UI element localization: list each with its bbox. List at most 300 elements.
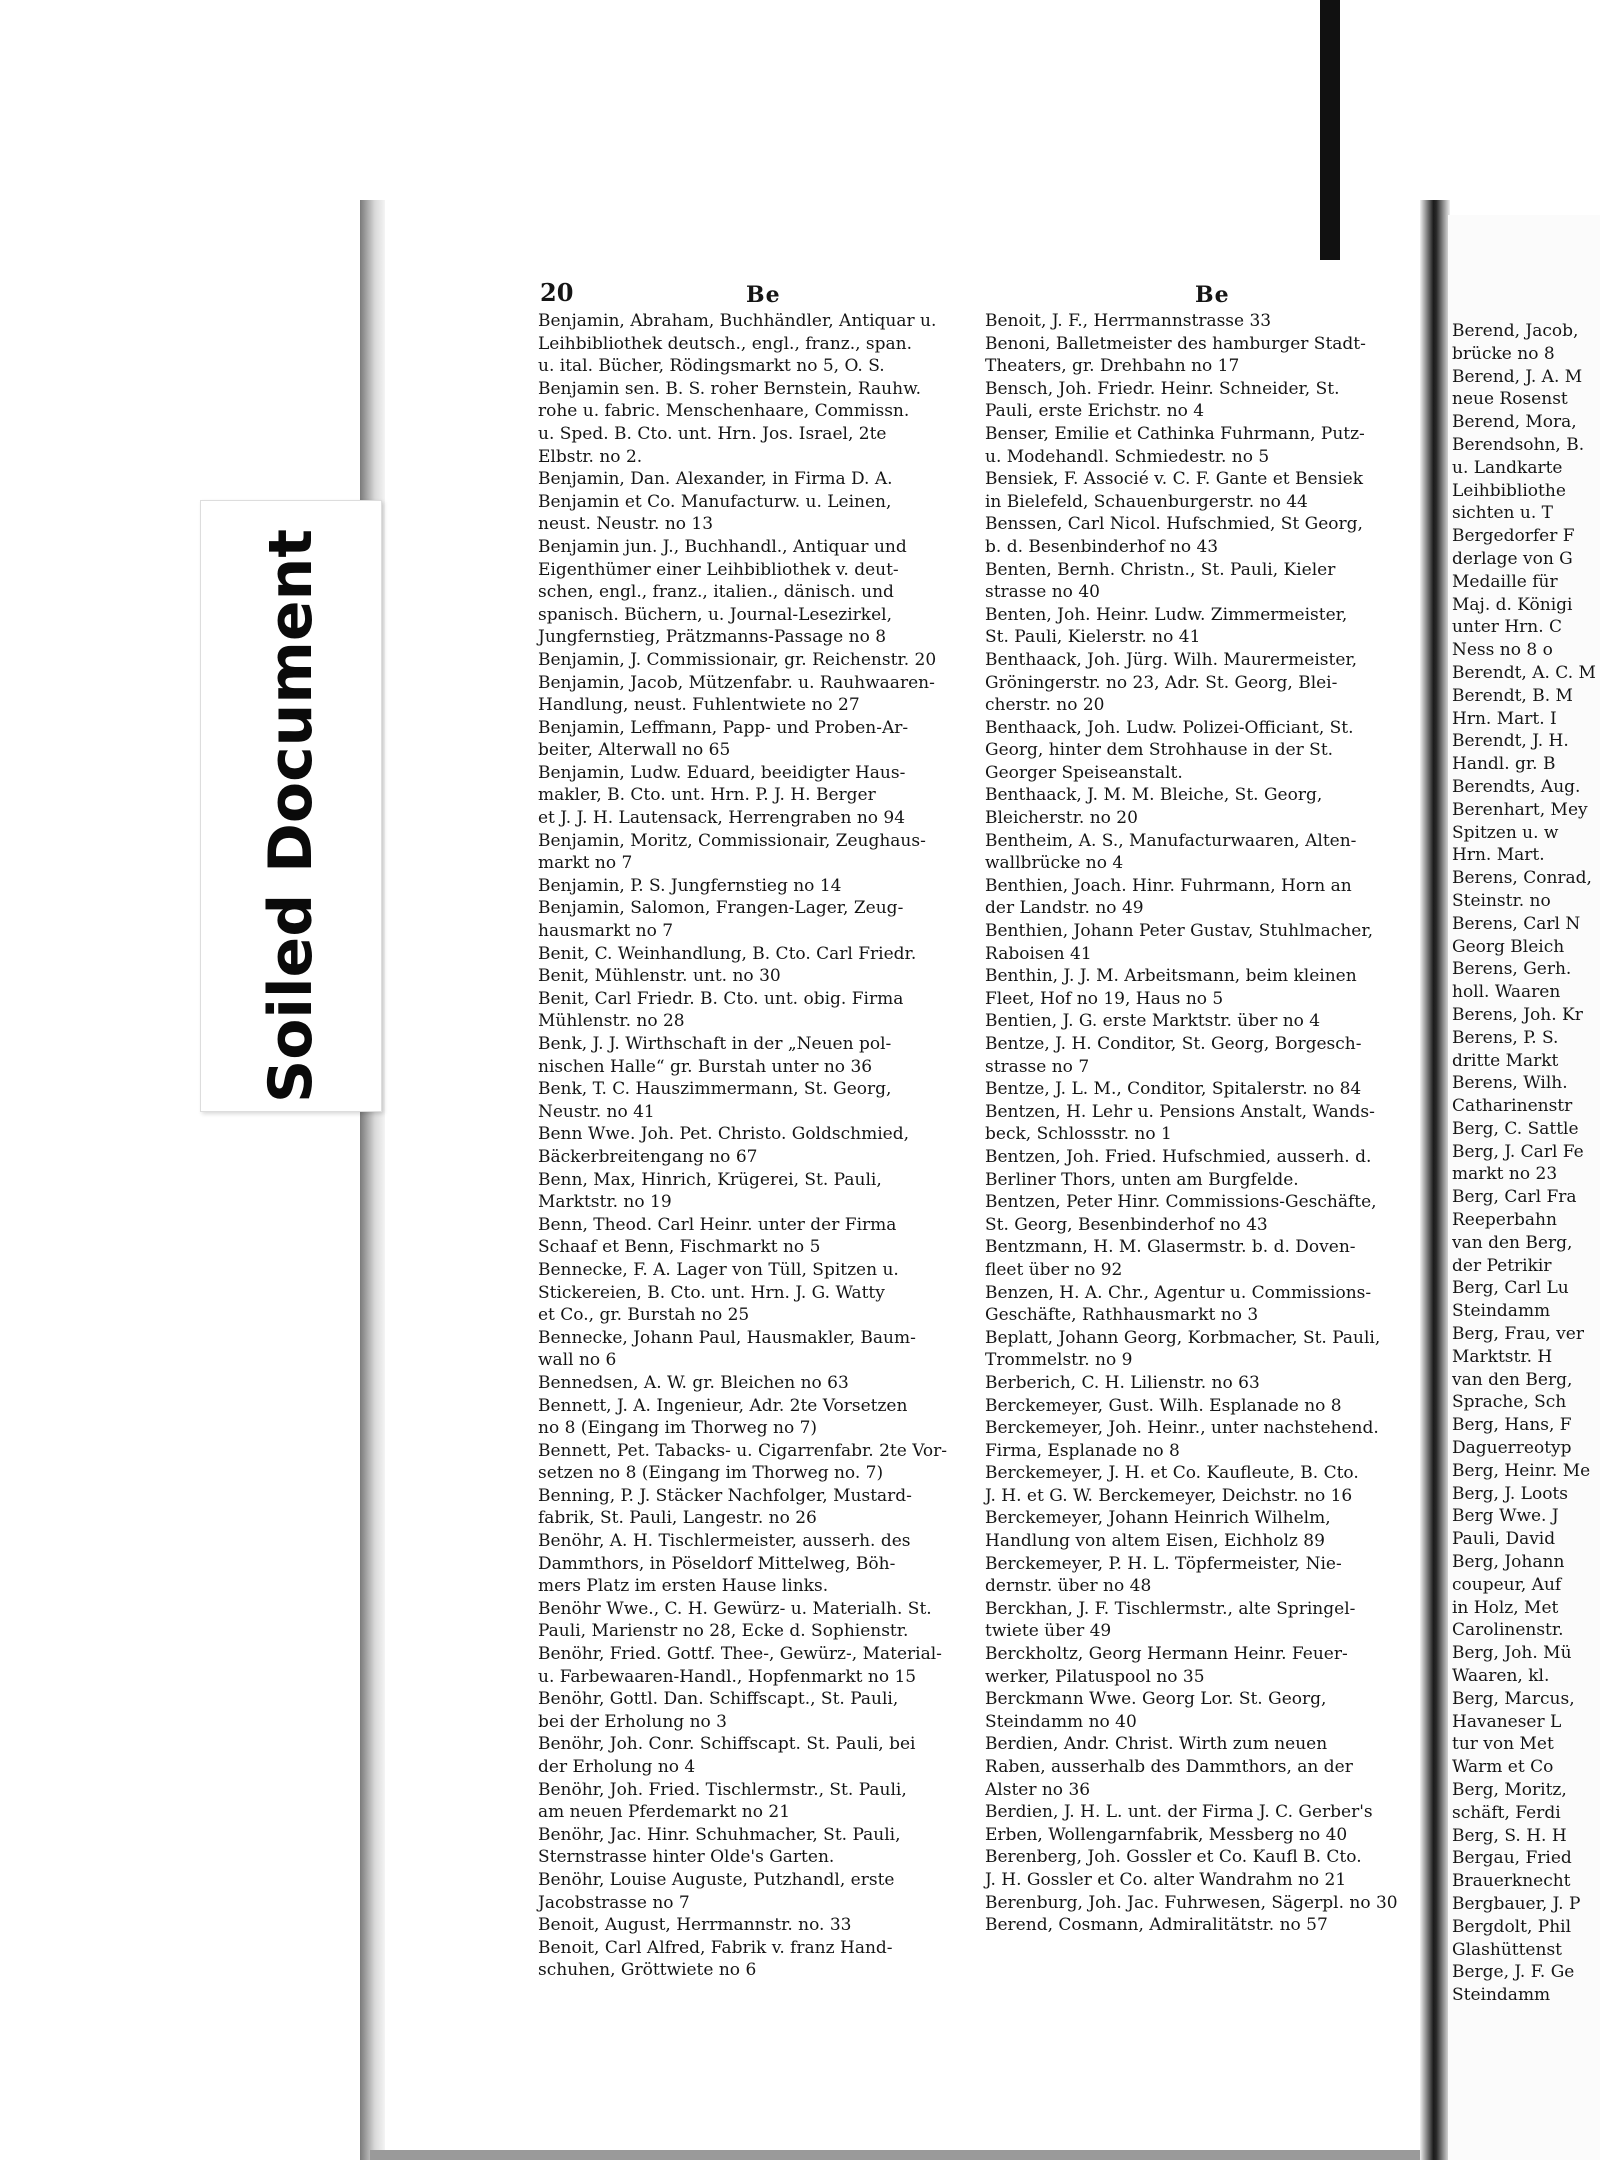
directory-entry: [985, 1101, 1420, 1146]
entry-line: Berenburg, Joh. Jac. Fuhrwesen, Sägerpl. no 30: [985, 1892, 1398, 1913]
entry-line: Benthien, Joach. Hinr. Fuhrmann, Horn an: [985, 875, 1352, 896]
entry-line: Elbstr. no 2.: [538, 446, 643, 467]
entry-line: u. Modehandl. Schmiedestr. no 5: [985, 446, 1270, 467]
entry-line: Benöhr, Louise Auguste, Putzhandl, erste: [538, 1869, 895, 1890]
directory-entry: [538, 649, 988, 672]
entry-line: der Erholung no 4: [538, 1757, 696, 1777]
entry-line: Handlung, neust. Fuhlentwiete no 27: [538, 695, 860, 716]
entry-line: werker, Pilatuspool no 35: [985, 1666, 1205, 1687]
entry-line: Geschäfte, Rathhausmarkt no 3: [985, 1305, 1259, 1326]
entry-line: Benjamin et Co. Manufacturw. u. Leinen,: [538, 491, 892, 512]
entry-line: Medaille für: [1452, 571, 1558, 592]
entry-line: Bennedsen, A. W. gr. Bleichen no 63: [538, 1372, 849, 1393]
entry-line: Bergau, Fried: [1452, 1848, 1572, 1869]
directory-entry: [985, 784, 1420, 829]
directory-entry: [985, 1914, 1420, 1937]
directory-entry: [1452, 1027, 1600, 1073]
directory-entry: [1452, 1779, 1600, 1825]
entry-line: van den Berg,: [1452, 1232, 1573, 1253]
entry-line: Bäckerbreitengang no 67: [538, 1146, 758, 1167]
entry-line: Benit, C. Weinhandlung, B. Cto. Carl Friedr.: [538, 943, 917, 964]
directory-entry: [538, 1598, 988, 1643]
entry-line: spanisch. Büchern, u. Journal-Lesezirkel,: [538, 604, 892, 625]
entry-line: Bentien, J. G. erste Marktstr. über no 4: [985, 1011, 1321, 1032]
directory-entry: [538, 1643, 988, 1688]
entry-line: Bennecke, Johann Paul, Hausmakler, Baum-: [538, 1327, 916, 1348]
entry-line: Benoit, J. F., Herrmannstrasse 33: [985, 311, 1272, 331]
entry-line: der Petrikir: [1452, 1255, 1552, 1276]
entry-line: Handlung von altem Eisen, Eichholz 89: [985, 1531, 1325, 1552]
entry-line: b. d. Besenbinderhof no 43: [985, 536, 1219, 557]
entry-line: Benjamin, Ludw. Eduard, beeidigter Haus-: [538, 762, 906, 783]
directory-entry: [985, 1395, 1420, 1418]
entry-line: Berg, Johann: [1452, 1552, 1565, 1573]
entry-line: u. Farbewaaren-Handl., Hopfenmarkt no 15: [538, 1666, 917, 1687]
directory-entry: [538, 897, 988, 942]
entry-line: Berdien, Andr. Christ. Wirth zum neuen: [985, 1734, 1328, 1755]
entry-line: Berendt, A. C. M: [1452, 662, 1596, 683]
entry-line: Hrn. Mart.: [1452, 845, 1545, 866]
directory-entry: [985, 1078, 1420, 1101]
directory-entry: [538, 468, 988, 536]
entry-line: Benjamin, J. Commissionair, gr. Reichenstr. 20: [538, 649, 937, 670]
entry-line: Berendt, J. H.: [1452, 731, 1569, 752]
directory-entry: [1452, 1186, 1600, 1277]
directory-entry: [1452, 776, 1600, 799]
entry-line: Benten, Bernh. Christn., St. Pauli, Kieler: [985, 559, 1336, 580]
directory-entry: [538, 1395, 988, 1440]
entry-line: et Co., gr. Burstah no 25: [538, 1305, 750, 1326]
directory-entry: [985, 649, 1420, 717]
directory-entry: [985, 378, 1420, 423]
entry-line: Berendts, Aug.: [1452, 776, 1581, 797]
entry-line: Bennett, Pet. Tabacks- u. Cigarrenfabr. 2te Vor-: [538, 1440, 948, 1461]
directory-entry: [985, 1372, 1420, 1395]
directory-entry: [538, 1733, 988, 1778]
directory-entry: [985, 965, 1420, 1010]
entry-line: mers Platz im ersten Hause links.: [538, 1576, 829, 1597]
entry-line: Benten, Joh. Heinr. Ludw. Zimmermeister,: [985, 604, 1348, 625]
entry-line: Berg, J. Carl Fe: [1452, 1141, 1584, 1162]
entry-line: twiete über 49: [985, 1621, 1112, 1642]
entry-line: Reeperbahn: [1452, 1210, 1557, 1231]
directory-entry: [538, 378, 988, 468]
entry-line: setzen no 8 (Eingang im Thorweg no. 7): [538, 1463, 884, 1484]
entry-line: strasse no 7: [985, 1056, 1090, 1077]
entry-line: Berens, P. S.: [1452, 1027, 1559, 1048]
entry-line: Bensiek, F. Associé v. C. F. Gante et Bensiek: [985, 469, 1364, 490]
directory-entry: [538, 1937, 988, 1982]
entry-line: Benoit, Carl Alfred, Fabrik v. franz Hand-: [538, 1937, 893, 1958]
directory-entry: [1452, 1118, 1600, 1141]
directory-entry: [1452, 1551, 1600, 1642]
page-edge-bottom: [370, 2150, 1430, 2160]
directory-entry: [985, 1553, 1420, 1598]
entry-line: brücke no 8: [1452, 343, 1555, 364]
directory-entry: [985, 1462, 1420, 1507]
entry-line: Glashüttenst: [1452, 1939, 1563, 1960]
entry-line: Benöhr, Joh. Fried. Tischlermstr., St. Pauli,: [538, 1779, 907, 1800]
entry-line: dernstr. über no 48: [985, 1576, 1152, 1597]
entry-line: makler, B. Cto. unt. Hrn. P. J. H. Berger: [538, 785, 876, 806]
entry-line: Benthaack, J. M. M. Bleiche, St. Georg,: [985, 785, 1323, 806]
entry-line: Berenhart, Mey: [1452, 799, 1588, 820]
entry-line: Brauerknecht: [1452, 1871, 1571, 1892]
entry-line: Bennecke, F. A. Lager von Tüll, Spitzen u.: [538, 1259, 899, 1280]
entry-line: Fleet, Hof no 19, Haus no 5: [985, 988, 1224, 1009]
entry-line: Bentzen, H. Lehr u. Pensions Anstalt, Wands-: [985, 1101, 1375, 1122]
directory-entry: [985, 1892, 1420, 1915]
directory-entry: [538, 875, 988, 898]
entry-line: wall no 6: [538, 1350, 617, 1371]
entry-line: Benssen, Carl Nicol. Hufschmied, St Georg,: [985, 514, 1363, 535]
directory-entry: [538, 988, 988, 1033]
entry-line: Berckholtz, Georg Hermann Heinr. Feuer-: [985, 1644, 1348, 1665]
entry-line: Bentze, J. H. Conditor, St. Georg, Borgesch-: [985, 1034, 1362, 1054]
entry-line: fleet über no 92: [985, 1259, 1123, 1280]
directory-entry: [1452, 1414, 1600, 1460]
directory-entry: [1452, 1893, 1600, 1916]
entry-line: Benser, Emilie et Cathinka Fuhrmann, Putz-: [985, 423, 1365, 444]
entry-line: Berg, Moritz,: [1452, 1780, 1567, 1800]
entry-line: wallbrücke no 4: [985, 853, 1124, 874]
entry-line: Bentzmann, H. M. Glasermstr. b. d. Doven-: [985, 1237, 1356, 1258]
entry-line: Berg, Heinr. Me: [1452, 1460, 1591, 1481]
entry-line: sichten u. T: [1452, 503, 1553, 524]
entry-line: fabrik, St. Pauli, Langestr. no 26: [538, 1508, 817, 1529]
directory-entry: [1452, 867, 1600, 913]
entry-line: Berckemeyer, P. H. L. Töpfermeister, Nie-: [985, 1553, 1342, 1574]
entry-line: Steindamm: [1452, 1985, 1551, 2006]
running-head-left: Be: [746, 282, 781, 308]
entry-line: J. H. et G. W. Berckemeyer, Deichstr. no 16: [985, 1485, 1353, 1506]
entry-line: Berenberg, Joh. Gossler et Co. Kaufl B. Cto.: [985, 1847, 1362, 1868]
entry-line: strasse no 40: [985, 582, 1100, 603]
entry-line: nischen Halle“ gr. Burstah unter no 36: [538, 1056, 873, 1077]
soiled-document-label: [200, 500, 382, 1112]
directory-entry: [538, 762, 988, 830]
directory-entry: [538, 1824, 988, 1869]
directory-entry: [985, 333, 1420, 378]
directory-entry: [985, 468, 1420, 513]
entry-line: Bleicherstr. no 20: [985, 808, 1138, 829]
entry-line: Theaters, gr. Drehbahn no 17: [985, 356, 1240, 377]
entry-line: Bentzen, Peter Hinr. Commissions-Geschäfte,: [985, 1192, 1377, 1213]
directory-entry: [538, 1372, 988, 1395]
entry-line: Benoni, Balletmeister des hamburger Stadt-: [985, 333, 1366, 354]
directory-entry: [985, 1282, 1420, 1327]
entry-line: Marktstr. H: [1452, 1346, 1553, 1367]
entry-line: neue Rosenst: [1452, 389, 1568, 410]
entry-line: Georger Speiseanstalt.: [985, 762, 1183, 783]
entry-line: Hrn. Mart. I: [1452, 708, 1557, 729]
entry-line: coupeur, Auf: [1452, 1574, 1562, 1595]
directory-entry: [1452, 1323, 1600, 1414]
entry-line: Mühlenstr. no 28: [538, 1011, 685, 1032]
entry-line: Berckhan, J. F. Tischlermstr., alte Springel-: [985, 1598, 1356, 1619]
entry-line: schäft, Ferdi: [1452, 1802, 1561, 1823]
entry-line: Benk, T. C. Hauszimmermann, St. Georg,: [538, 1079, 892, 1100]
entry-line: der Landstr. no 49: [985, 898, 1144, 919]
entry-line: Berens, Conrad,: [1452, 868, 1592, 889]
entry-line: cherstr. no 20: [985, 695, 1105, 716]
entry-line: Berg, Joh. Mü: [1452, 1643, 1572, 1664]
entry-line: Marktstr. no 19: [538, 1192, 672, 1213]
entry-line: am neuen Pferdemarkt no 21: [538, 1802, 791, 1823]
entry-line: Benit, Mühlenstr. unt. no 30: [538, 966, 781, 987]
entry-line: Steindamm: [1452, 1301, 1551, 1322]
entry-line: neust. Neustr. no 13: [538, 514, 714, 535]
middle-column: [985, 310, 1420, 1937]
page-edge-shadow: [360, 200, 385, 2160]
entry-line: tur von Met: [1452, 1734, 1554, 1755]
entry-line: Berg, Carl Lu: [1452, 1278, 1569, 1299]
directory-entry: [985, 1010, 1420, 1033]
entry-line: Benjamin, Jacob, Mützenfabr. u. Rauhwaaren-: [538, 672, 935, 693]
entry-line: u. Landkarte: [1452, 457, 1563, 478]
entry-line: Berendsohn, B.: [1452, 434, 1585, 455]
entry-line: Bensch, Joh. Friedr. Heinr. Schneider, St.: [985, 378, 1340, 399]
directory-entry: [538, 1169, 988, 1214]
entry-line: Berg, Hans, F: [1452, 1415, 1572, 1436]
entry-line: Benöhr Wwe., C. H. Gewürz- u. Materialh. St.: [538, 1598, 932, 1619]
directory-entry: [985, 1598, 1420, 1643]
entry-line: Benjamin, Moritz, Commissionair, Zeughaus-: [538, 830, 926, 851]
entry-line: Waaren, kl.: [1452, 1666, 1550, 1687]
entry-line: Berg, S. H. H: [1452, 1825, 1567, 1846]
directory-entry: [985, 875, 1420, 920]
directory-entry: [1452, 1460, 1600, 1483]
entry-line: Benjamin, Dan. Alexander, in Firma D. A.: [538, 469, 893, 490]
directory-entry: [985, 1801, 1420, 1846]
entry-line: Berendt, B. M: [1452, 685, 1573, 706]
directory-entry: [538, 1914, 988, 1937]
directory-entry: [985, 717, 1420, 785]
entry-line: Berg, Marcus,: [1452, 1688, 1575, 1709]
directory-entry: [985, 559, 1420, 604]
entry-line: Berens, Joh. Kr: [1452, 1004, 1583, 1025]
entry-line: Ness no 8 o: [1452, 640, 1553, 661]
directory-entry: [985, 920, 1420, 965]
directory-entry: [538, 1530, 988, 1598]
directory-entry: [538, 1327, 988, 1372]
entry-line: Bergedorfer F: [1452, 526, 1575, 547]
entry-line: Berberich, C. H. Lilienstr. no 63: [985, 1372, 1260, 1393]
entry-line: Maj. d. Königi: [1452, 594, 1573, 615]
entry-line: Carolinenstr.: [1452, 1620, 1564, 1641]
entry-line: Berg, Carl Fra: [1452, 1187, 1577, 1208]
entry-line: Alster no 36: [985, 1779, 1091, 1800]
directory-entry: [538, 1688, 988, 1733]
entry-line: Benjamin, Abraham, Buchhändler, Antiquar u.: [538, 311, 937, 331]
entry-line: Berdien, J. H. L. unt. der Firma J. C. Gerber's: [985, 1802, 1373, 1823]
directory-entry: [1452, 366, 1600, 412]
directory-entry: [538, 672, 988, 717]
entry-line: Raboisen 41: [985, 943, 1092, 964]
entry-line: Bentzen, Joh. Fried. Hufschmied, ausserh. d.: [985, 1146, 1372, 1167]
entry-line: Berend, J. A. M: [1452, 366, 1583, 387]
directory-entry: [985, 1643, 1420, 1688]
entry-line: Leihbibliothe: [1452, 480, 1566, 501]
entry-line: St. Pauli, Kielerstr. no 41: [985, 627, 1201, 648]
entry-line: Benn Wwe. Joh. Pet. Christo. Goldschmied,: [538, 1124, 909, 1145]
directory-entry: [985, 1033, 1420, 1078]
directory-entry: [538, 830, 988, 875]
entry-line: St. Georg, Besenbinderhof no 43: [985, 1214, 1268, 1235]
page-number: 20: [540, 278, 574, 307]
entry-line: Benjamin jun. J., Buchhandl., Antiquar und: [538, 536, 907, 557]
entry-line: Benjamin, P. S. Jungfernstieg no 14: [538, 875, 842, 896]
entry-line: Berckemeyer, Joh. Heinr., unter nachstehend.: [985, 1418, 1379, 1439]
directory-entry: [985, 1733, 1420, 1801]
entry-line: in Bielefeld, Schauenburgerstr. no 44: [985, 491, 1308, 512]
entry-line: Benning, P. J. Stäcker Nachfolger, Mustard-: [538, 1485, 912, 1506]
entry-line: Benjamin sen. B. S. roher Bernstein, Rauhw.: [538, 378, 922, 399]
directory-entry: [538, 1078, 988, 1123]
entry-line: schuhen, Gröttwiete no 6: [538, 1960, 757, 1981]
entry-line: markt no 7: [538, 853, 633, 874]
directory-entry: [1452, 320, 1600, 366]
entry-line: dritte Markt: [1452, 1050, 1559, 1071]
entry-line: Bentheim, A. S., Manufacturwaaren, Alten-: [985, 830, 1357, 851]
entry-line: Beplatt, Johann Georg, Korbmacher, St. Pauli,: [985, 1327, 1381, 1348]
entry-line: Berg, J. Loots: [1452, 1483, 1568, 1504]
entry-line: Neustr. no 41: [538, 1101, 655, 1122]
entry-line: Berend, Cosmann, Admiralitätstr. no 57: [985, 1915, 1328, 1936]
entry-line: Benn, Max, Hinrich, Krügerei, St. Pauli,: [538, 1169, 882, 1190]
entry-line: Berliner Thors, unten am Burgfelde.: [985, 1169, 1299, 1190]
entry-line: Benthien, Johann Peter Gustav, Stuhlmacher,: [985, 921, 1374, 942]
entry-line: Firma, Esplanade no 8: [985, 1440, 1180, 1461]
entry-line: Havaneser L: [1452, 1711, 1562, 1732]
entry-line: Steindamm no 40: [985, 1711, 1137, 1732]
directory-entry: [985, 513, 1420, 558]
entry-line: Warm et Co: [1452, 1757, 1554, 1778]
entry-line: Leihbibliothek deutsch., engl., franz., span.: [538, 333, 913, 354]
entry-line: Erben, Wollengarnfabrik, Messberg no 40: [985, 1824, 1348, 1845]
entry-line: Benk, J. J. Wirthschaft in der „Neuen pol-: [538, 1034, 892, 1054]
entry-line: Benthaack, Joh. Ludw. Polizei-Officiant, St.: [985, 717, 1354, 738]
directory-entry: [538, 1033, 988, 1078]
directory-entry: [538, 1869, 988, 1914]
entry-line: no 8 (Eingang im Thorweg no 7): [538, 1418, 818, 1439]
entry-line: Georg, hinter dem Strohhause in der St.: [985, 740, 1334, 761]
directory-entry: [538, 310, 988, 378]
entry-line: Bennett, J. A. Ingenieur, Adr. 2te Vorsetzen: [538, 1395, 908, 1416]
entry-line: Benöhr, Joh. Conr. Schiffscapt. St. Pauli, bei: [538, 1734, 916, 1755]
entry-line: Handl. gr. B: [1452, 754, 1556, 775]
entry-line: Jungfernstieg, Prätzmanns-Passage no 8: [538, 627, 887, 648]
directory-entry: [538, 943, 988, 988]
entry-line: Spitzen u. w: [1452, 822, 1559, 843]
directory-entry: [1452, 913, 1600, 959]
entry-line: Berens, Gerh.: [1452, 959, 1572, 980]
entry-line: Gröningerstr. no 23, Adr. St. Georg, Blei-: [985, 672, 1338, 693]
entry-line: schen, engl., franz., italien., dänisch. und: [538, 582, 894, 603]
directory-entry: [1452, 1847, 1600, 1893]
directory-entry: [985, 1688, 1420, 1733]
entry-line: Catharinenstr: [1452, 1096, 1573, 1117]
directory-entry: [985, 1191, 1420, 1236]
entry-line: Berend, Mora,: [1452, 412, 1577, 433]
entry-line: Pauli, David: [1452, 1529, 1556, 1550]
directory-entry: [1452, 411, 1600, 434]
directory-entry: [985, 604, 1420, 649]
entry-line: van den Berg,: [1452, 1369, 1573, 1390]
entry-line: Daguerreotyp: [1452, 1438, 1572, 1459]
directory-entry: [538, 1779, 988, 1824]
entry-line: Berg Wwe. J: [1452, 1506, 1559, 1527]
entry-line: Berckemeyer, J. H. et Co. Kaufleute, B. Cto.: [985, 1463, 1359, 1484]
directory-entry: [1452, 685, 1600, 731]
directory-entry: [1452, 1141, 1600, 1187]
entry-line: Benöhr, A. H. Tischlermeister, ausserh. des: [538, 1531, 911, 1552]
directory-entry: [1452, 1642, 1600, 1688]
entry-line: Benjamin, Salomon, Frangen-Lager, Zeug-: [538, 898, 904, 919]
entry-line: Pauli, erste Erichstr. no 4: [985, 401, 1205, 422]
entry-line: Benöhr, Fried. Gottf. Thee-, Gewürz-, Material-: [538, 1644, 942, 1665]
entry-line: Bergdolt, Phil: [1452, 1916, 1572, 1937]
entry-line: beiter, Alterwall no 65: [538, 740, 731, 761]
entry-line: Benöhr, Jac. Hinr. Schuhmacher, St. Pauli,: [538, 1824, 901, 1845]
directory-entry: [985, 1146, 1420, 1191]
entry-line: Berckemeyer, Gust. Wilh. Esplanade no 8: [985, 1395, 1342, 1416]
directory-entry: [538, 1485, 988, 1530]
entry-line: Benn, Theod. Carl Heinr. unter der Firma: [538, 1214, 897, 1235]
directory-entry: [1452, 1825, 1600, 1848]
entry-line: Benthaack, Joh. Jürg. Wilh. Maurermeister,: [985, 649, 1358, 670]
directory-entry: [985, 1236, 1420, 1281]
entry-line: Berens, Wilh.: [1452, 1073, 1568, 1094]
directory-entry: [985, 310, 1420, 333]
directory-entry: [538, 1214, 988, 1259]
directory-entry: [1452, 662, 1600, 685]
entry-line: Berend, Jacob,: [1452, 321, 1579, 341]
entry-line: J. H. Gossler et Co. alter Wandrahm no 21: [985, 1869, 1347, 1890]
entry-line: derlage von G: [1452, 548, 1573, 569]
entry-line: holl. Waaren: [1452, 982, 1561, 1003]
entry-line: Steinstr. no: [1452, 890, 1551, 911]
entry-line: Benoit, August, Herrmannstr. no. 33: [538, 1915, 852, 1936]
book-gutter: [1420, 200, 1450, 2160]
entry-line: Dammthors, in Pöseldorf Mittelweg, Böh-: [538, 1553, 896, 1574]
directory-entry: [1452, 1004, 1600, 1027]
entry-line: Berckemeyer, Johann Heinrich Wilhelm,: [985, 1508, 1331, 1529]
entry-line: u. ital. Bücher, Rödingsmarkt no 5, O. S.: [538, 356, 885, 377]
entry-line: unter Hrn. C: [1452, 617, 1563, 638]
entry-line: Sprache, Sch: [1452, 1392, 1567, 1413]
entry-line: rohe u. fabric. Menschenhaare, Commissn.: [538, 401, 910, 422]
directory-entry: [985, 1846, 1420, 1891]
entry-line: Stickereien, B. Cto. unt. Hrn. J. G. Watty: [538, 1282, 885, 1303]
entry-line: bei der Erholung no 3: [538, 1711, 728, 1732]
directory-entry: [1452, 799, 1600, 867]
entry-line: Berg, C. Sattle: [1452, 1118, 1579, 1139]
entry-line: Benthin, J. J. M. Arbeitsmann, beim kleinen: [985, 966, 1357, 987]
entry-line: Schaaf et Benn, Fischmarkt no 5: [538, 1237, 821, 1258]
directory-entry: [538, 1259, 988, 1327]
entry-line: Benit, Carl Friedr. B. Cto. unt. obig. Firma: [538, 988, 904, 1009]
directory-entry: [1452, 958, 1600, 1004]
entry-line: Berge, J. F. Ge: [1452, 1962, 1575, 1983]
entry-line: Benjamin, Leffmann, Papp- und Proben-Ar-: [538, 717, 909, 738]
directory-entry: [1452, 1961, 1600, 2007]
entry-line: Trommelstr. no 9: [985, 1350, 1133, 1371]
entry-line: Georg Bleich: [1452, 936, 1565, 957]
directory-entry: [1452, 1483, 1600, 1506]
entry-line: Berckmann Wwe. Georg Lor. St. Georg,: [985, 1689, 1327, 1710]
scan-edge: [1320, 0, 1340, 260]
